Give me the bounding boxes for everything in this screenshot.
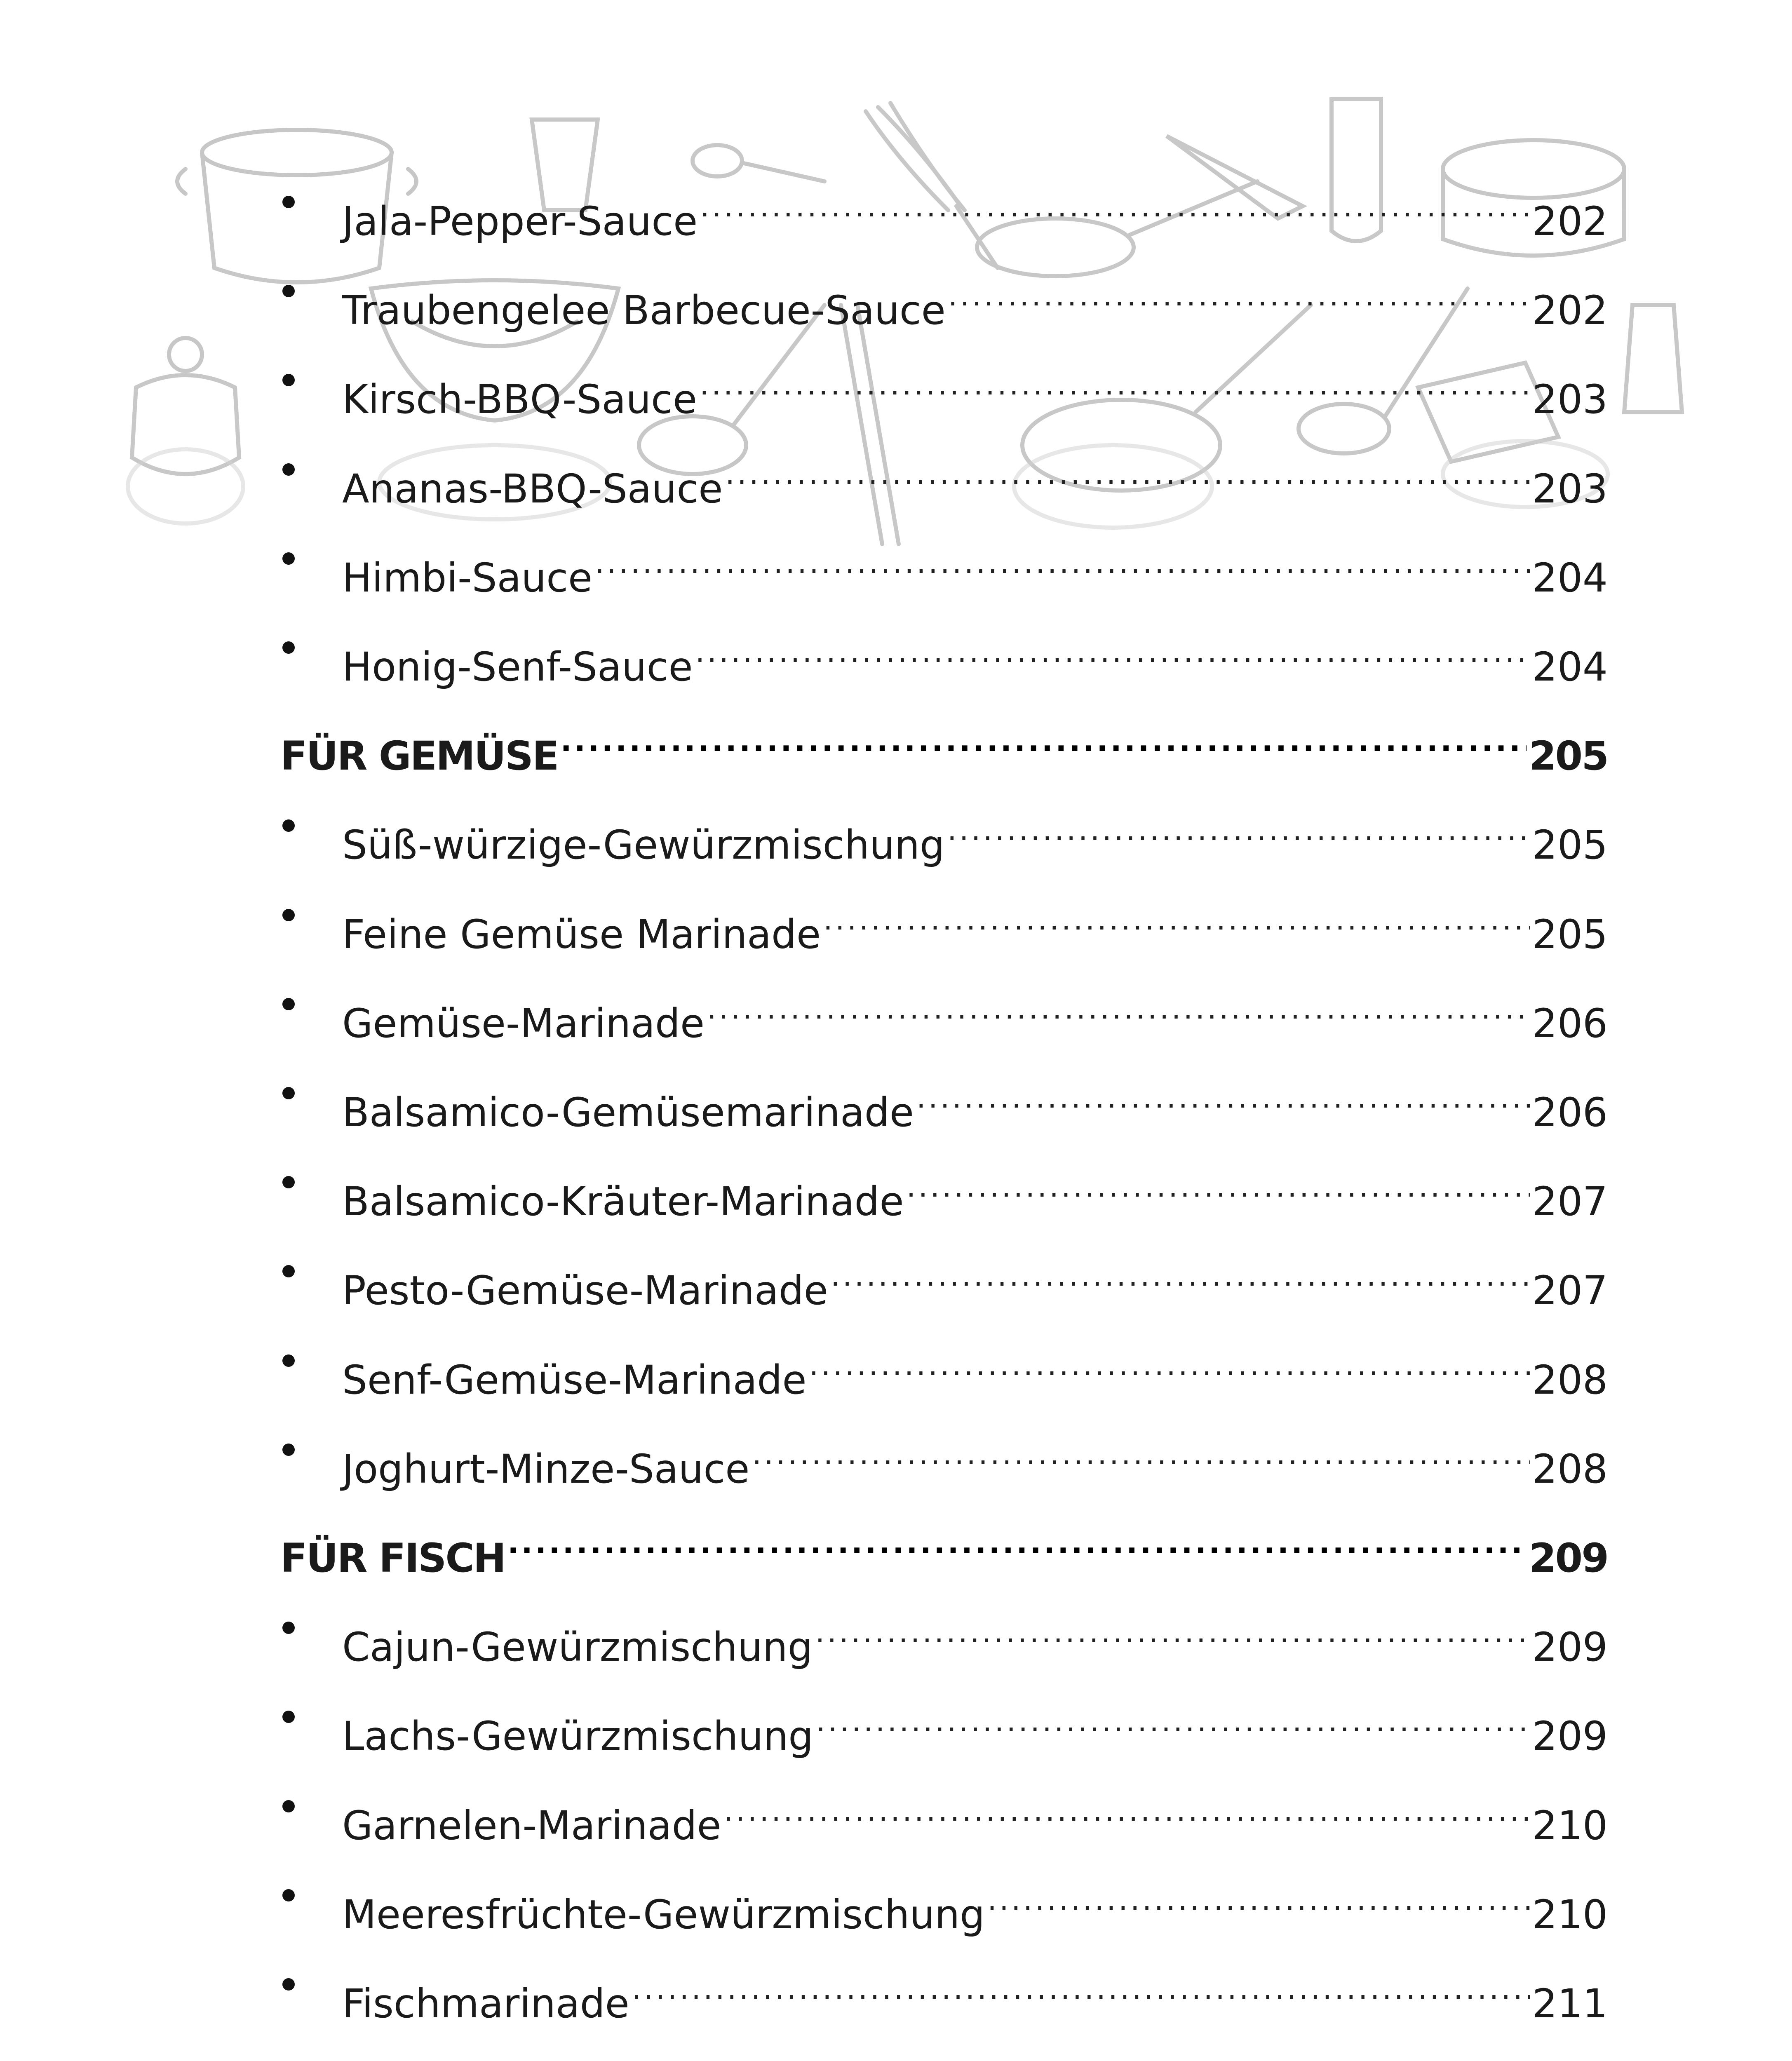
toc-entry-title: Feine Gemüse Marinade [342,911,821,958]
toc-entry-title: Lachs-Gewürzmischung [342,1713,814,1759]
toc-page-number: 205 [1532,822,1608,868]
toc-entry-line [342,1951,1608,2027]
toc-entry-line [342,1417,1608,1492]
toc-entry-line [342,347,1608,423]
toc-entry[interactable] [280,882,1608,958]
toc-entry[interactable] [280,615,1608,690]
bullet-icon [280,1773,297,1839]
bullet-icon [280,1328,297,1394]
bullet-icon [280,526,297,592]
toc-entry-line [342,1595,1608,1670]
bullet-icon [280,1238,297,1304]
toc-entry-title: Süß-würzige-Gewürzmischung [342,822,945,868]
toc-entry-title: Balsamico-Gemüsemarinade [342,1089,914,1136]
toc-entry-line [342,882,1608,958]
toc-entry[interactable] [280,347,1608,423]
toc-entry-line [342,1060,1608,1136]
bullet-icon [280,169,297,235]
bullet-icon [280,615,297,681]
toc-entry[interactable] [280,971,1608,1047]
toc-entry-line [342,258,1608,333]
toc-entry-line [342,2040,1608,2061]
toc-entry[interactable] [280,1238,1608,1314]
toc-entry[interactable] [280,793,1608,868]
toc-entry[interactable] [280,1417,1608,1492]
bullet-icon [280,1862,297,1928]
toc-entry-line [342,615,1608,690]
toc-entry-title: Ananas-BBQ-Sauce [342,466,723,512]
toc-entry[interactable] [280,1149,1608,1225]
toc-entry[interactable] [280,1060,1608,1136]
toc-entry-title: FÜR GEMÜSE [280,733,558,779]
toc-entry[interactable] [280,437,1608,512]
toc-page-number: 202 [1532,198,1608,244]
toc-entry[interactable] [280,526,1608,601]
toc-entry-title: Kirsch-BBQ-Sauce [342,376,697,423]
toc-entry-line [342,971,1608,1047]
bullet-icon [280,258,297,324]
toc-page-number: 204 [1532,555,1608,601]
toc-page-number: 208 [1532,1357,1608,1403]
toc-page-number: 209 [1529,1535,1608,1581]
toc-entry[interactable] [280,1862,1608,1938]
dot-leader [725,437,1529,502]
toc-entry-line [342,1149,1608,1225]
toc-entry[interactable] [280,1951,1608,2027]
toc-page-number: 207 [1532,1268,1608,1314]
dot-leader [507,1506,1527,1572]
dot-leader [750,2040,1530,2061]
dot-leader [987,1862,1530,1928]
dot-leader [752,1417,1529,1483]
toc-page-number: 210 [1532,1892,1608,1938]
bullet-icon [280,971,297,1037]
toc-entry-line [342,526,1608,601]
toc-page-number: 207 [1532,1178,1608,1225]
toc-entry-line [342,1862,1608,1938]
bullet-icon [280,1060,297,1126]
toc-page-number: 203 [1532,376,1608,423]
toc-page-number: 202 [1532,287,1608,333]
dot-leader [700,347,1530,413]
toc-entry-line [342,793,1608,868]
bullet-icon [280,347,297,413]
bullet-icon [280,1684,297,1750]
toc-entry[interactable] [280,1328,1608,1403]
toc-entry-title: Balsamico-Kräuter-Marinade [342,1178,904,1225]
dot-leader [831,1238,1530,1304]
toc-entry-title: Traubengelee Barbecue-Sauce [342,287,946,333]
dot-leader [947,793,1530,859]
bullet-icon [280,1417,297,1483]
toc-section-heading[interactable] [280,1506,1608,1581]
dot-leader [632,1951,1530,2017]
dot-leader [695,615,1530,681]
bullet-icon [280,793,297,859]
toc-entry-line [342,169,1608,244]
toc-entry-line [280,704,1608,779]
toc-entry[interactable] [280,2040,1608,2061]
dot-leader [907,1149,1530,1215]
dot-leader [823,882,1530,948]
toc-entry-title: Honig-Senf-Sauce [342,644,693,690]
bullet-icon [280,1951,297,2017]
bullet-icon [280,437,297,502]
dot-leader [595,526,1530,592]
dot-leader [948,258,1530,324]
dot-leader [815,1595,1530,1661]
dot-leader [816,1684,1530,1750]
toc-entry-title: Fischmarinade [342,1981,629,2027]
toc-page-number: 209 [1532,1624,1608,1670]
toc-page-number: 210 [1532,1803,1608,1849]
toc-entry-title: Garnelen-Marinade [342,1803,721,1849]
toc-entry[interactable] [280,258,1608,333]
toc-page-number: 205 [1532,911,1608,958]
toc-entry[interactable] [280,1773,1608,1849]
toc-page-number: 203 [1532,466,1608,512]
dot-leader [809,1328,1530,1394]
bullet-icon [280,1149,297,1215]
toc-entry-line [342,1773,1608,1849]
toc-page-number: 209 [1532,1713,1608,1759]
toc-entry-line [342,1328,1608,1403]
toc-entry-title: Meeresfrüchte-Gewürzmischung [342,1892,985,1938]
dot-leader [916,1060,1530,1126]
toc-page-number: 204 [1532,644,1608,690]
toc-page-number: 206 [1532,1089,1608,1136]
toc-entry-title: Senf-Gemüse-Marinade [342,1357,807,1403]
toc-entry-title: Jala-Pepper-Sauce [342,198,698,244]
dot-leader [707,971,1530,1037]
toc-entry[interactable] [280,169,1608,244]
toc-section-heading[interactable] [280,704,1608,779]
toc-entry-line [280,1506,1608,1581]
toc-entry[interactable] [280,1684,1608,1759]
bullet-icon [280,2040,297,2061]
toc-entry-title: Gemüse-Marinade [342,1000,705,1047]
bullet-icon [280,882,297,948]
toc-page-number: 205 [1529,733,1608,779]
toc-entry-line [342,1238,1608,1314]
toc-entry[interactable] [280,1595,1608,1670]
toc-page-number: 211 [1532,1981,1608,2027]
toc-entry-line [342,437,1608,512]
toc-entry-line [342,1684,1608,1759]
dot-leader [560,704,1526,770]
toc-entry-title: Himbi-Sauce [342,555,593,601]
toc-entry-title: Cajun-Gewürzmischung [342,1624,813,1670]
bullet-icon [280,1595,297,1661]
toc-entry-title: Joghurt-Minze-Sauce [342,1446,750,1492]
dot-leader [724,1773,1530,1839]
toc-page-number: 206 [1532,1000,1608,1047]
toc-entry-title: Pesto-Gemüse-Marinade [342,1268,828,1314]
dot-leader [700,169,1530,235]
toc-entry-title: FÜR FISCH [280,1535,505,1581]
toc-page-number: 208 [1532,1446,1608,1492]
